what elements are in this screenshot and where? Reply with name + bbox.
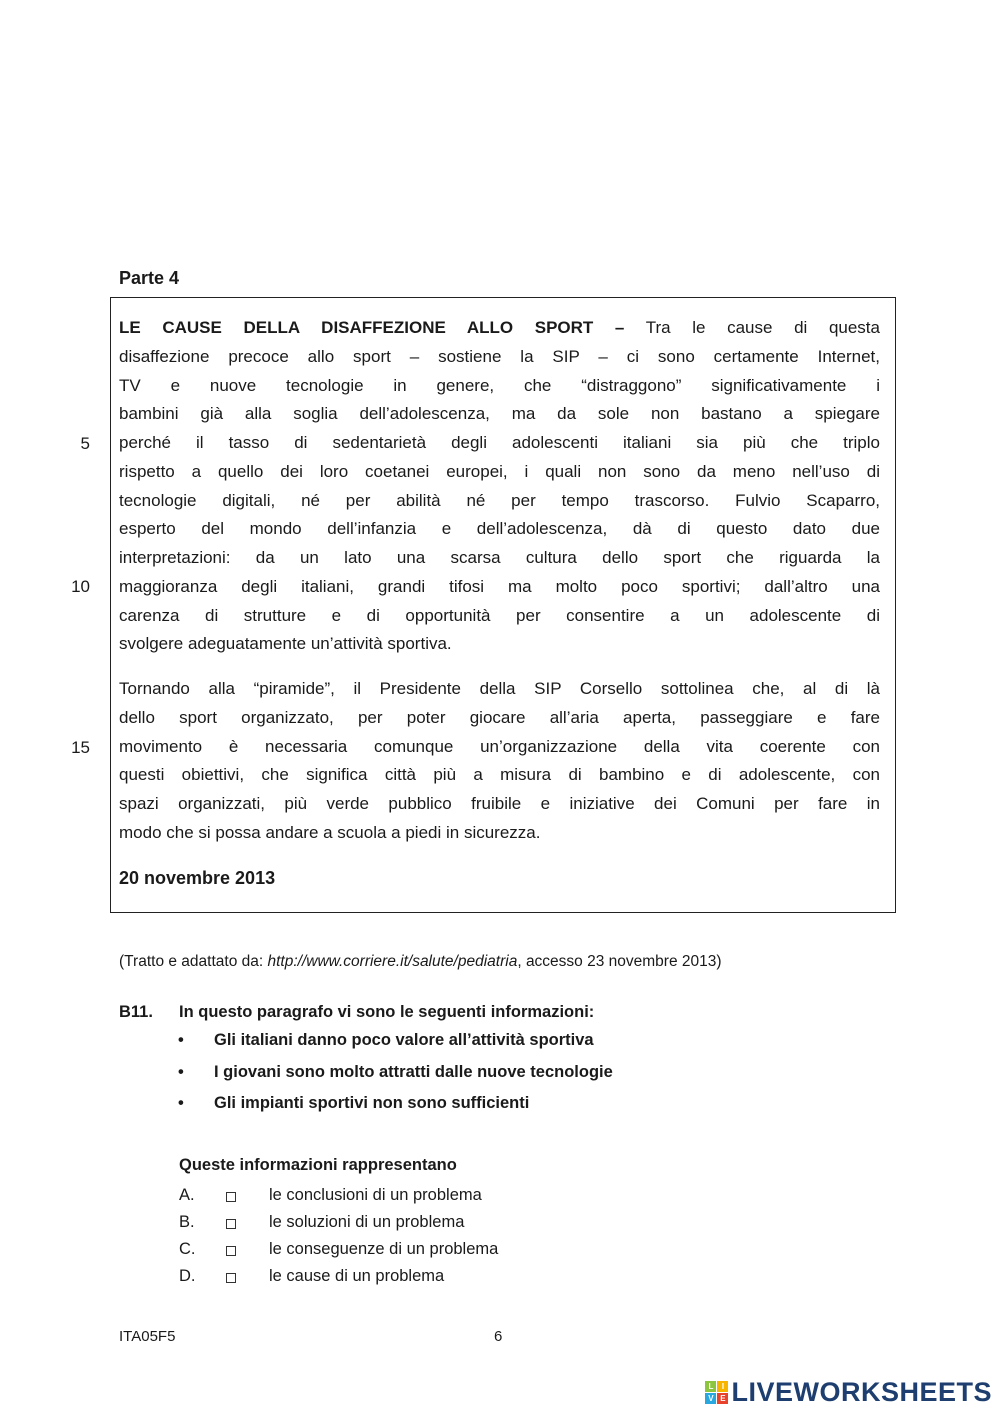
page-number: 6 [494,1328,503,1345]
passage-line: movimento è necessaria comunque un’organizzazione della vita coerente con [119,736,880,756]
option-checkbox[interactable] [226,1246,236,1256]
option-text: le conclusioni di un problema [269,1186,482,1204]
passage-line [119,548,880,568]
passage-line [119,347,880,367]
passage-line-text: disaffezione precoce allo sport – sostiene la SIP – ci sono certamente Internet, [119,346,880,366]
passage-line-text: interpretazioni: da un lato una scarsa cultura dello sport che riguarda la [119,548,880,567]
passage-line-text: perché il tasso di sedentarietà degli adolescenti italiani sia più che triplo [119,433,880,452]
question-prompt: In questo paragrafo vi sono le seguenti informazioni: [179,1003,595,1021]
passage-line: modo che si possa andare a scuola a piedi in sicurezza. [119,822,541,842]
option-checkbox[interactable] [226,1192,236,1202]
option-letter: D. [179,1267,196,1285]
logo-tile: L [705,1381,716,1392]
bullet-item: I giovani sono molto attratti dalle nuove tecnologie [214,1062,613,1081]
article-date: 20 novembre 2013 [119,868,276,888]
document-code: ITA05F5 [119,1328,176,1345]
passage-line-text: esperto del mondo dell’infanzia e dell’adolescenza, dà di questo dato due [119,519,880,539]
question-number: B11. [119,1003,153,1021]
passage-line [119,433,880,453]
passage-heading: LE CAUSE DELLA DISAFFEZIONE ALLO SPORT – [119,318,625,337]
passage-line [119,519,880,539]
option-text: le soluzioni di un problema [269,1213,465,1231]
passage-line-text: bambini già alla soglia dell’adolescenza, ma da sole non bastano a spiegare [119,404,880,424]
logo-tile: E [717,1393,728,1404]
liveworksheets-logo [705,1377,992,1408]
line-number: 15 [71,738,90,757]
source-suffix: , accesso 23 novembre 2013) [517,953,722,970]
option-letter: A. [179,1186,195,1204]
passage-line-text: Tra le cause di questa [624,318,880,337]
bullet-item: Gli italiani danno poco valore all’attività sportiva [214,1031,594,1049]
logo-tile: V [705,1393,716,1404]
passage-line: Tornando alla “piramide”, il Presidente della SIP Corsello sottolinea che, al di là [119,679,880,698]
bullet-item: Gli impianti sportivi non sono sufficienti [214,1094,530,1112]
option-checkbox[interactable] [226,1219,236,1229]
passage-line: spazi organizzati, più verde pubblico fruibile e iniziative dei Comuni per fare in [119,794,880,813]
question-subprompt: Queste informazioni rappresentano [179,1156,457,1174]
passage-line-text: tecnologie digitali, né per abilità né per tempo trascorso. Fulvio Scaparro, [119,490,880,510]
option-letter: B. [179,1213,195,1231]
source-citation [119,953,722,971]
logo-tile: I [717,1381,728,1392]
passage-line-text: TV e nuove tecnologie in genere, che “distraggono” significativamente i [119,375,880,395]
logo-tiles-icon [705,1381,728,1404]
logo-text: LIVEWORKSHEETS [731,1377,992,1407]
source-url: http://www.corriere.it/salute/pediatria [267,953,518,970]
bullet-dot-icon: • [178,1031,184,1049]
passage-line [119,491,880,511]
passage-line-text: carenza di strutture e di opportunità per consentire a un adolescente di [119,605,880,625]
option-letter: C. [179,1240,196,1258]
option-text: le conseguenze di un problema [269,1240,499,1258]
source-prefix: (Tratto e adattato da: [119,953,268,970]
passage-line [119,376,880,396]
passage-line [119,404,880,424]
passage-line-text: rispetto a quello dei loro coetanei europei, i quali non sono da meno nell’uso di [119,461,880,481]
bullet-dot-icon: • [178,1094,184,1112]
option-text: le cause di un problema [269,1267,445,1285]
bullet-dot-icon: • [178,1062,184,1081]
section-title: Parte 4 [119,268,180,288]
passage-line: dello sport organizzato, per poter giocare all’aria aperta, passeggiare e fare [119,707,880,727]
passage-line-text: svolgere adeguatamente un’attività sportiva. [119,634,452,654]
line-number: 10 [71,577,90,596]
passage-line [119,634,880,654]
passage-line-text: maggioranza degli italiani, grandi tifosi ma molto poco sportivi; dall’altro una [119,576,880,596]
passage-line [119,462,880,482]
passage-line: questi obiettivi, che significa città più a misura di bambino e di adolescente, con [119,765,880,785]
passage-line [119,577,880,597]
passage-line [119,318,880,338]
line-number: 5 [80,434,90,453]
option-checkbox[interactable] [226,1273,236,1283]
passage-line [119,606,880,626]
